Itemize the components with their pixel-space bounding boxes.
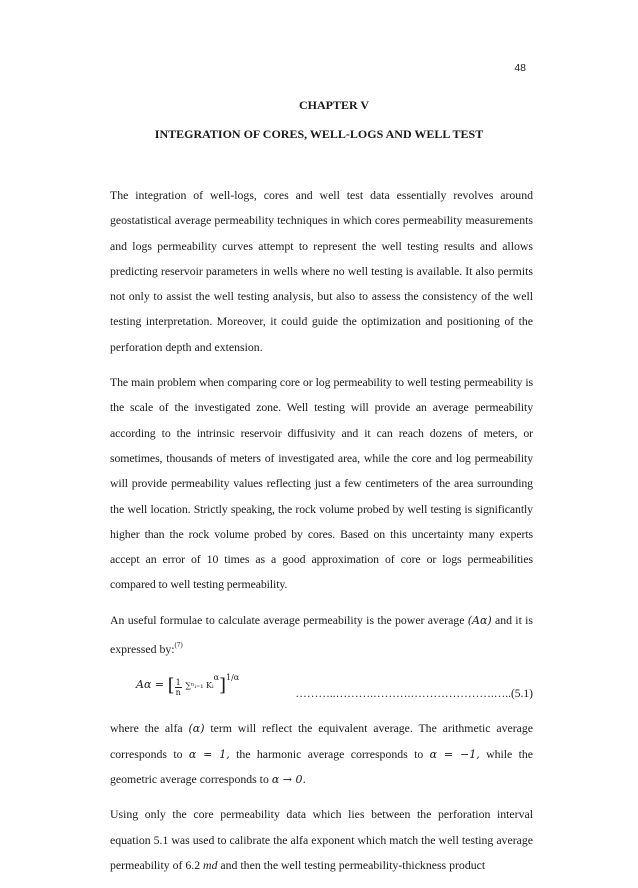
calibration-unit: md	[203, 857, 218, 872]
page-number: 48	[514, 62, 526, 74]
bracket-close-icon: ]	[218, 675, 226, 697]
alfa-text-2: term will reflect the equivalent average. The arithmetic average corresponds to	[110, 721, 534, 761]
power-average-text: An useful formulae to calculate average permeability is the power average	[110, 612, 465, 627]
equation-label: (5.1)	[510, 688, 533, 701]
equation-outer-exponent: 1/α	[226, 673, 240, 683]
reference-superscript: (7)	[174, 641, 183, 650]
alfa-eq-geometric: α → 0.	[271, 772, 306, 786]
fraction-numerator: 1	[175, 678, 181, 688]
body-text	[110, 183, 533, 888]
calibration-text-2: and then the well testing permeability-thickness product	[220, 857, 486, 872]
equation-alpha-exponent: α	[213, 673, 219, 683]
calibration-text-1: Using only the core permeability data which lies between the perforation interval equation 5.1 was used to calibrate the alfa exponent which match the well testing average permeability of 6.2	[110, 807, 533, 872]
alfa-text-1: where the alfa	[110, 721, 183, 736]
equation-leader	[248, 682, 533, 707]
equation-lhs: Aα	[136, 678, 152, 692]
alfa-text-4: while the geometric average corresponds to	[110, 746, 534, 786]
alfa-eq-harmonic: α = −1,	[429, 747, 480, 761]
alfa-eq-arithmetic: α = 1,	[188, 747, 230, 761]
chapter-title: INTEGRATION OF CORES, WELL-LOGS AND WELL TEST	[154, 127, 484, 141]
equation-dots: ………..……….……….………………….…..	[295, 688, 511, 701]
equation-5-1	[110, 670, 533, 710]
equation-sum: ∑ⁿᵢ₌₁ Kᵢ	[185, 681, 214, 691]
fraction-denominator: n	[175, 688, 181, 698]
equation-equals: =	[154, 678, 165, 692]
paragraph-power-average	[110, 608, 533, 663]
alfa-symbol: (α)	[188, 722, 205, 736]
equation-fraction	[175, 678, 182, 697]
paragraph-alfa-term	[110, 716, 533, 792]
power-average-symbol: (Aα)	[467, 613, 492, 627]
chapter-label: CHAPTER V	[298, 98, 370, 112]
equation-formula	[136, 670, 239, 697]
power-average-text-2: and it is expressed by:	[110, 612, 534, 657]
paragraph-calibration	[110, 802, 533, 878]
alfa-text-3: the harmonic average corresponds to	[236, 746, 424, 761]
paragraph-scale-problem: The main problem when comparing core or log permeability to well testing permeability is the scale of the investigated zone. Well testing will provide an average permeability according to the intrinsic reservoir diffusivity and it can reach dozens of meters, or sometimes, thousands of meters of investigated area, while the core and log permeability will provide permeability values reflecting just a few centimeters of the area surrounding the well location. Strictly speaking, the rock volume probed by well testing is significantly higher than the rock volume probed by cores. Based on this uncertainty many experts accept an error of 10 times as a good approximation of core or logs permeabilities compared to well testing permeability.	[110, 375, 533, 592]
paragraph-integration: The integration of well-logs, cores and well test data essentially revolves around geostatistical average permeability techniques in which cores permeability measurements and logs permeability curves attempt to represent the well testing results and allows predicting reservoir parameters in wells where no well testing is available. It also permits not only to assist the well testing analysis, but also to assess the consistency of the well testing interpretation. Moreover, it could guide the optimization and positioning of the perforation depth and extension.	[110, 188, 533, 354]
bracket-open-icon: [	[167, 675, 175, 697]
